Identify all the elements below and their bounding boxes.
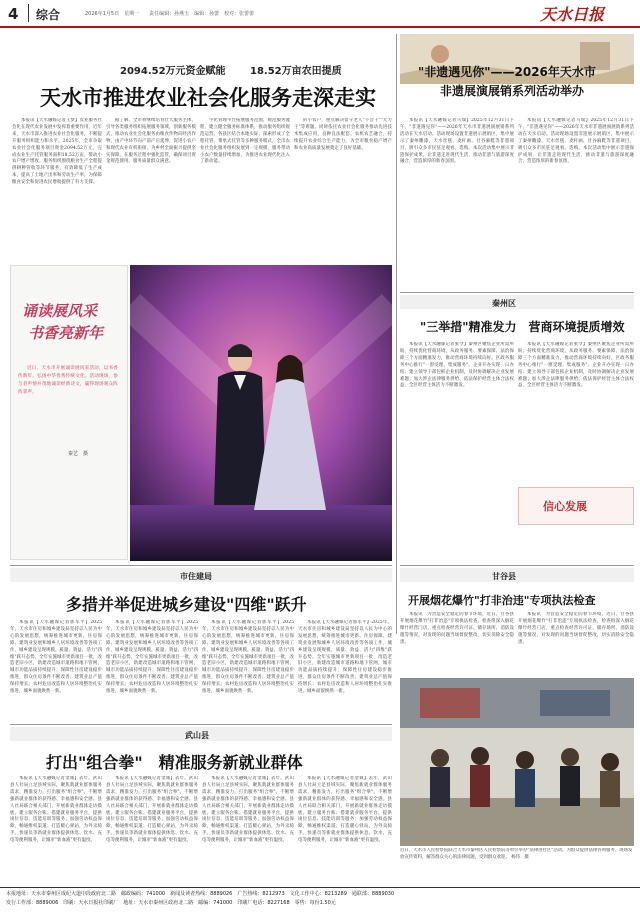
urban-text-4: 本报讯【天水融媒记者郭军平】2025年，天水市住房和城乡建设局坚持以人民为中心的发展思想，统筹推进城市更新、住房保障、建筑业发展和城乡人居环境改善等各项工作，城乡建设呈现规模、质量、效益、活力"四维"跃升态势。全年实施城市更新项目一批，改造老旧小区，新建改造城市道路和地下管网，城市功能品质持续提升；保障性住房建设稳步推进，群众住房条件不断改善；建筑业总产值保持增长；农村危房改造和人居环境整治扎实推进，城乡面貌焕然一新。 bbox=[298, 620, 392, 695]
event-photo-caption bbox=[400, 848, 634, 880]
urban-text-2: 本报讯【天水融媒记者郭军平】2025年，天水市住房和城乡建设局坚持以人民为中心的发展思想，统筹推进城市更新、住房保障、建筑业发展和城乡人居环境改善等各项工作，城乡建设呈现规模、质量、效益、活力"四维"跃升态势。全年实施城市更新项目一批，改造老旧小区，新建改造城市道路和地下管网，城市功能品质持续提升；保障性住房建设稳步推进，群众住房条件不断改善；建筑业总产值保持增长；农村危房改造和人居环境整治扎实推进，城乡面貌焕然一新。 bbox=[106, 620, 198, 695]
urban-column-2 bbox=[106, 620, 198, 720]
wushan-column-2 bbox=[106, 776, 198, 882]
urban-headline: 多措并举促进城乡建设"四维"跃升 bbox=[66, 595, 307, 614]
urban-label: 市住建局 bbox=[180, 571, 212, 581]
wushan-column-3 bbox=[202, 776, 294, 882]
gangu-text: 本报讯 为营造安全稳定的春节环境，近日，甘谷县开展烟花爆竹"打非治违"专项执法检查，检查组深入烟花爆竹经营门店，重点检查经营许可证、储存场所、消防设施等情况，对发现的问题当场督促整改，切实消除安全隐患。 bbox=[400, 612, 514, 645]
feature-credit: 秦艺 摄 bbox=[68, 451, 89, 457]
column-rule bbox=[396, 34, 397, 634]
page-number: 4 bbox=[8, 5, 19, 23]
heritage-column-2 bbox=[518, 118, 634, 288]
qinzhou-rule bbox=[400, 292, 634, 293]
event-photo-svg bbox=[400, 678, 634, 846]
wushan-text-2: 本报讯【天水融媒记者金诚】去年，武山县人社局立足县域实际，聚焦新就业群体服务需求，精准发力，打出服务"组合拳"，不断增强新就业群体的获得感、幸福感和安全感。县人社局联合相关部门，开展新就业群体走访摸底，建立服务台账；搭建就业服务平台，提供岗位信息、技能培训等服务；加强劳动权益保障，畅通维权渠道；打造暖心驿站，为外卖骑手、快递员等新就业群体提供休息、饮水、充电等便利服务，让城市"新血液"更有温度。 bbox=[106, 776, 198, 844]
gangu-label: 甘谷县 bbox=[492, 571, 516, 581]
wushan-column-1 bbox=[10, 776, 102, 882]
caption-credit: 杨伟 摄 bbox=[511, 854, 529, 860]
header-divider bbox=[28, 4, 29, 22]
urban-column-1 bbox=[10, 620, 102, 720]
qinzhou-text-2: 本报讯【天水融媒记者张令】秦州区聚焦企业所需所盼，持续优化营商环境，从政务服务、要素保障、法治保障三个方面精准发力，推动营商环境持续向好。区政务服务中心推行"一窗受理、集成服务"，企业开办实现一日办结；建立领导干部包抓企业机制，及时协调解决企业发展难题；加大涉企法律服务供给，依法保护经营主体合法权益，全区经营主体活力不断激发。 bbox=[518, 342, 634, 389]
wushan-label: 武山县 bbox=[185, 730, 209, 740]
imprint-line-1: 本报地址：天水市秦州区成纪大道中段政府北二路 邮政编码：741000 新闻及读者热线：8889026 广告热线：8212973 文化工作中心：8213289 通联部：8889030 bbox=[6, 891, 395, 897]
lead-column-4 bbox=[294, 118, 392, 258]
qinzhou-text: 本报讯【天水融媒记者张令】秦州区聚焦企业所需所盼，持续优化营商环境，从政务服务、要素保障、法治保障三个方面精准发力，推动营商环境持续向好。区政务服务中心推行"一窗受理、集成服务"，企业开办实现一日办结；建立领导干部包抓企业机制，及时协调解决企业发展难题；加大涉企法律服务供给，依法保护经营主体合法权益，全区经营主体活力不断激发。 bbox=[400, 342, 514, 389]
stage-photo-svg bbox=[130, 265, 392, 561]
newspaper-logo: 天水日报 bbox=[540, 5, 605, 24]
heritage-text-2: 本报讯【天水融媒记者马瑞】2025年12月31日下午，"非遗遇见你"——2026年天水市非遗展演展销系列活动在天水启动。活动现场设置非遗展示展销区，集中展示了秦州雕漆、天水丝毯、麦秆画、甘谷麻鞋等非遗项目，吸引众多市民驻足观看、选购。本次活动集中展示非遗保护成果，让非遗走进现代生活，推动非遗与旅游深度融合，营造浓厚的新春氛围。 bbox=[518, 118, 634, 165]
lead-text-3: 字化管理平台拓展服务范围，规范服务流程，建立健全服务标准体系，推动服务组织规范运营。各县区结合本地实际，探索形成了全程托管、菜单式托管等多种服务模式，全市农业社会化服务组织发展到一定规模，服务带动小农户数量持续增加，为推进农业现代化注入了新动能。 bbox=[200, 118, 290, 165]
stage-photo bbox=[130, 265, 392, 561]
feature-title-2: 书香亮新年 bbox=[28, 324, 104, 342]
urban-rule bbox=[10, 565, 392, 566]
qinzhou-label: 秦州区 bbox=[492, 298, 516, 308]
lead-text-2: 据了解，全市将继续培育壮大服务主体，引导各类服务组织拓展服务领域，创新服务模式，推动农业社会化服务由粮食作物向经济作物、由产中环节向产前产后延伸，促进小农户和现代农业有机衔接，为乡村全面振兴提供坚实保障。在服务过程中强化监管，确保项目资金规范使用、服务质量群众满意。 bbox=[106, 118, 196, 165]
gangu-headline: 开展烟花爆竹"打非治违"专项执法检查 bbox=[408, 594, 596, 607]
qinzhou-column-1 bbox=[400, 342, 514, 520]
lead-headline: 天水市推进农业社会化服务走深走实 bbox=[40, 86, 376, 110]
gangu-column-1 bbox=[400, 612, 514, 674]
wushan-text-3: 本报讯【天水融媒记者金诚】去年，武山县人社局立足县域实际，聚焦新就业群体服务需求，精准发力，打出服务"组合拳"，不断增强新就业群体的获得感、幸福感和安全感。县人社局联合相关部门，开展新就业群体走访摸底，建立服务台账；搭建就业服务平台，提供岗位信息、技能培训等服务；加强劳动权益保障，畅通维权渠道；打造暖心驿站，为外卖骑手、快递员等新就业群体提供休息、饮水、充电等便利服务，让城市"新血液"更有温度。 bbox=[202, 776, 294, 844]
confidence-banner bbox=[518, 487, 634, 525]
heritage-title-1: "非遗遇见你"——2026年天水市 bbox=[418, 65, 596, 79]
qinzhou-headline: "三举措"精准发力 营商环境提质增效 bbox=[420, 320, 625, 334]
feature-title-1: 诵读展风采 bbox=[22, 302, 98, 320]
lead-text-4: 的小农户，重点解决留守老人"不会干""无力干"等难题。同时依托农业社会化服务推动先进技术集成应用，良种良法配套、农机农艺融合，持续提升农业综合生产能力，为全市粮食稳产增产和农业高质量发展奠定了良好基础。 bbox=[294, 118, 392, 151]
urban-column-4 bbox=[298, 620, 392, 720]
lead-kicker-right: 18.52万亩农田提质 bbox=[250, 66, 342, 77]
heritage-column-1 bbox=[400, 118, 514, 288]
imprint-line-2: 发行工作部：8889006 印刷：天水日报社印刷厂 地址：天水市秦州区政府北二路 邮编：741000 印刷厂电话：8227168 零售：每份1.50元 bbox=[6, 900, 336, 906]
lead-text-1: 本报讯【天水融媒记者王梦】农业服务社会化在现代农业发展中发挥着重要作用，近年来，天水市深入推进农业社会化服务，不断提升服务组织能力和水平。2025年，全市争取农业社会化服务项目资金2094.52万元，完成农业生产托管服务面积18.52万亩，带动小农户增产增收。服务组织围绕粮食生产全程提供耕种管收等环节服务，有效降低了生产成本，提高了土地产出率和劳动生产率，为保障粮食安全和促进农民增收提供了有力支撑。 bbox=[12, 118, 102, 186]
urban-text-1: 本报讯【天水融媒记者郭军平】2025年，天水市住房和城乡建设局坚持以人民为中心的发展思想，统筹推进城市更新、住房保障、建筑业发展和城乡人居环境改善等各项工作，城乡建设呈现规模、质量、效益、活力"四维"跃升态势。全年实施城市更新项目一批，改造老旧小区，新建改造城市道路和地下管网，城市功能品质持续提升；保障性住房建设稳步推进，群众住房条件不断改善；建筑业总产值保持增长；农村危房改造和人居环境整治扎实推进，城乡面貌焕然一新。 bbox=[10, 620, 102, 695]
header-meta: 2026年1月5日 星期一 责任编辑：孙燕玉 编辑：孙蕾 校对：张蕾蕾 bbox=[85, 11, 255, 17]
lead-kicker-left: 2094.52万元资金赋能 bbox=[120, 66, 226, 77]
imprint-footer bbox=[0, 887, 640, 918]
urban-column-3 bbox=[202, 620, 294, 720]
section-name: 综合 bbox=[36, 8, 61, 22]
confidence-text: 信心发展 bbox=[543, 500, 587, 513]
feature-text: 近日，天水市开展诵读展风采活动，以书香传新年，弘扬中华优秀传统文化。活动现场，参与者声情并茂地诵读经典诗文，赢得现场观众阵阵掌声。 bbox=[18, 366, 118, 395]
gangu-rule bbox=[400, 565, 634, 566]
lead-column-1 bbox=[12, 118, 102, 258]
wushan-text-4: 本报讯【天水融媒记者金诚】去年，武山县人社局立足县域实际，聚焦新就业群体服务需求，精准发力，打出服务"组合拳"，不断增强新就业群体的获得感、幸福感和安全感。县人社局联合相关部门，开展新就业群体走访摸底，建立服务台账；搭建就业服务平台，提供岗位信息、技能培训等服务；加强劳动权益保障，畅通维权渠道；打造暖心驿站，为外卖骑手、快递员等新就业群体提供休息、饮水、充电等便利服务，让城市"新血液"更有温度。 bbox=[298, 776, 392, 844]
lead-column-2 bbox=[106, 118, 196, 258]
heritage-text: 本报讯【天水融媒记者马瑞】2025年12月31日下午，"非遗遇见你"——2026年天水市非遗展演展销系列活动在天水启动。活动现场设置非遗展示展销区，集中展示了秦州雕漆、天水丝毯、麦秆画、甘谷麻鞋等非遗项目，吸引众多市民驻足观看、选购。本次活动集中展示非遗保护成果，让非遗走进现代生活，推动非遗与旅游深度融合，营造浓厚的新春氛围。 bbox=[400, 118, 514, 165]
wushan-text-1: 本报讯【天水融媒记者金诚】去年，武山县人社局立足县域实际，聚焦新就业群体服务需求，精准发力，打出服务"组合拳"，不断增强新就业群体的获得感、幸福感和安全感。县人社局联合相关部门，开展新就业群体走访摸底，建立服务台账；搭建就业服务平台，提供岗位信息、技能培训等服务；加强劳动权益保障，畅通维权渠道；打造暖心驿站，为外卖骑手、快递员等新就业群体提供休息、饮水、充电等便利服务，让城市"新血液"更有温度。 bbox=[10, 776, 102, 844]
feature-body bbox=[18, 365, 118, 445]
gangu-band bbox=[400, 568, 634, 582]
wushan-column-4 bbox=[298, 776, 392, 882]
gangu-column-2 bbox=[518, 612, 634, 674]
event-photo bbox=[400, 678, 634, 846]
qinzhou-band bbox=[400, 295, 634, 309]
heritage-title-2: 非遗展演展销系列活动举办 bbox=[440, 84, 585, 98]
wushan-rule bbox=[10, 724, 392, 725]
lead-column-3 bbox=[200, 118, 290, 258]
wushan-headline: 打出"组合拳" 精准服务新就业群体 bbox=[46, 753, 303, 772]
qinzhou-column-2 bbox=[518, 342, 634, 484]
gangu-text-2: 本报讯 为营造安全稳定的春节环境，近日，甘谷县开展烟花爆竹"打非治违"专项执法检查，检查组深入烟花爆竹经营门店，重点检查经营许可证、储存场所、消防设施等情况，对发现的问题当场督促整改，切实消除安全隐患。 bbox=[518, 612, 634, 645]
caption-text: 近日，天水市人民检察院联合天水市秦州区人民检察院等单位举办"法律进社区"活动，为群众提供法律咨询服务，现场发放宣传资料，解答群众关心的法律问题，受到群众欢迎。 bbox=[400, 848, 633, 860]
urban-text-3: 本报讯【天水融媒记者郭军平】2025年，天水市住房和城乡建设局坚持以人民为中心的发展思想，统筹推进城市更新、住房保障、建筑业发展和城乡人居环境改善等各项工作，城乡建设呈现规模、质量、效益、活力"四维"跃升态势。全年实施城市更新项目一批，改造老旧小区，新建改造城市道路和地下管网，城市功能品质持续提升；保障性住房建设稳步推进，群众住房条件不断改善；建筑业总产值保持增长；农村危房改造和人居环境整治扎实推进，城乡面貌焕然一新。 bbox=[202, 620, 294, 695]
